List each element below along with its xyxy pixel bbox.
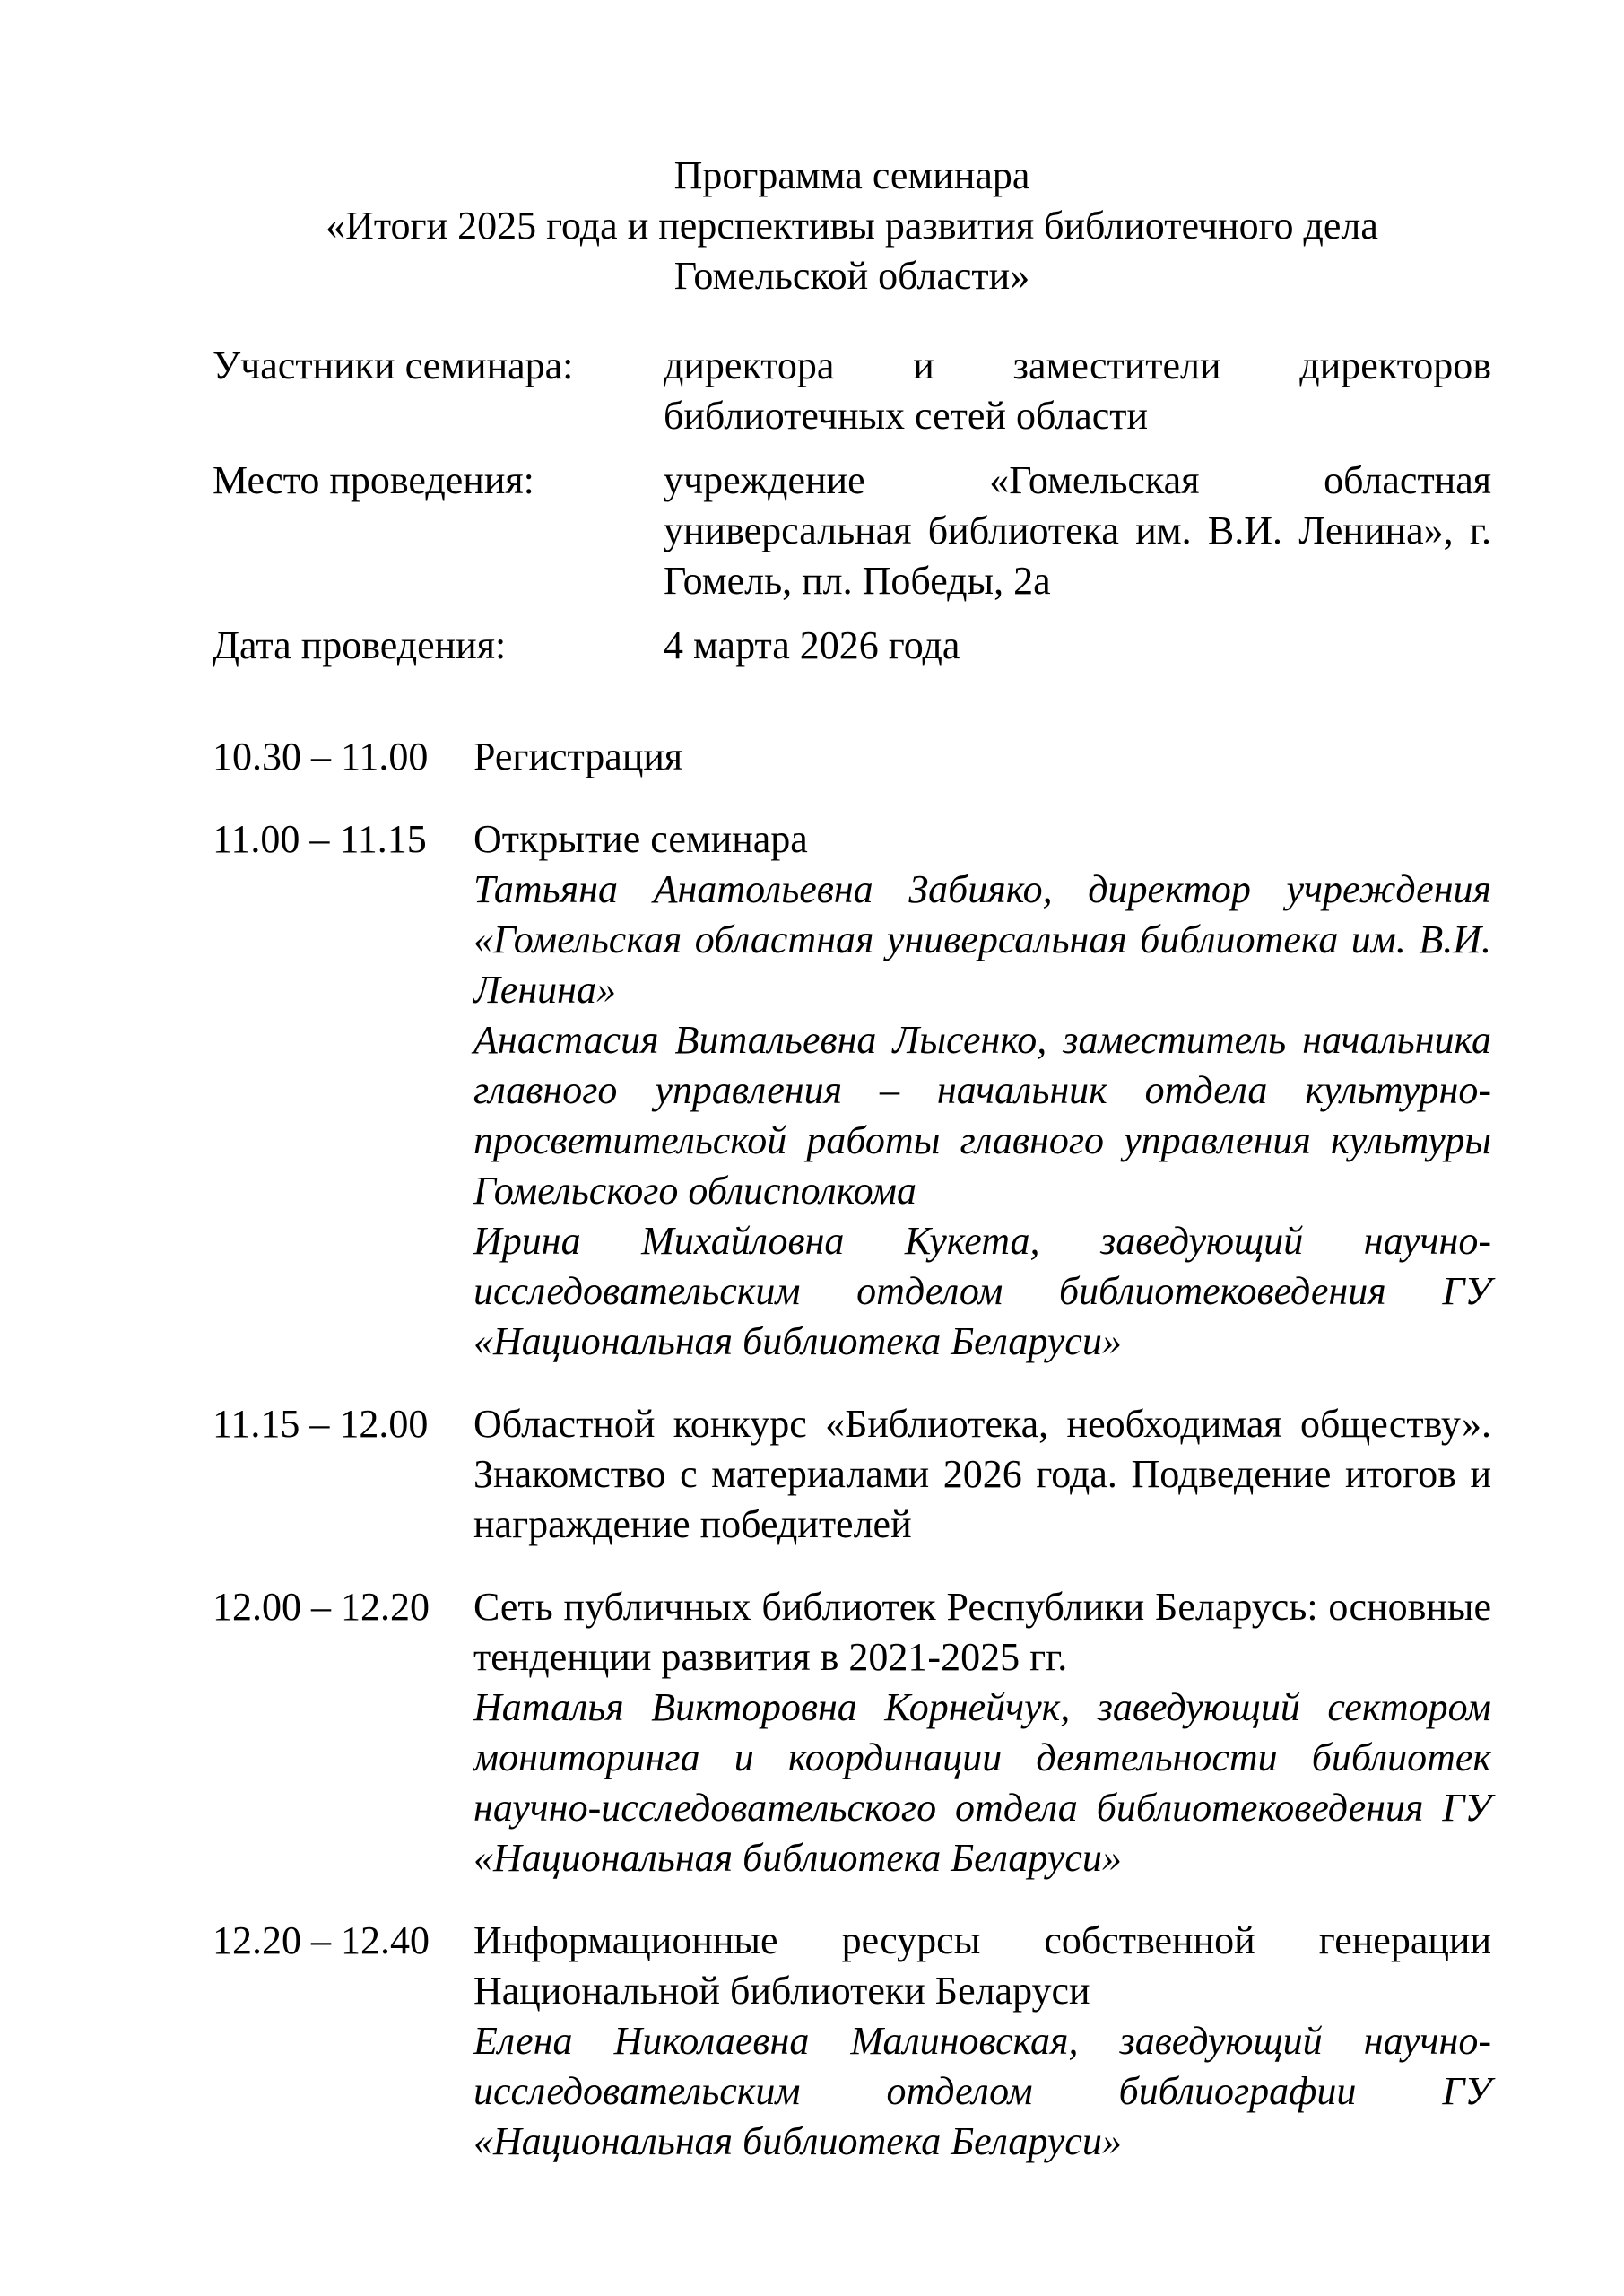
speaker: Ирина Михайловна Кукета, заведующий научно-исследовательским отделом библиотековедения ГУ «Национальная библиотека Беларуси» (473, 1219, 1491, 1363)
info-row-participants (213, 341, 1491, 441)
seminar-info (213, 341, 1491, 671)
participants-label: Участники семинара: (213, 344, 574, 387)
schedule-row-resources (213, 1916, 1491, 2167)
topic: Информационные ресурсы собственной генерации Национальной библиотеки Беларуси (473, 1918, 1491, 2013)
schedule-row-network (213, 1582, 1491, 1883)
speaker: Анастасия Витальевна Лысенко, заместитель начальника главного управления – начальник отдела культурно-просветительской работы главного управления культуры Гомельского облисполкома (473, 1018, 1491, 1213)
date-value: 4 марта 2026 года (664, 623, 960, 667)
schedule-item-body (473, 1582, 1491, 1883)
time-slot: 11.00 – 11.15 (213, 817, 427, 861)
time-slot: 11.15 – 12.00 (213, 1402, 429, 1446)
speaker: Наталья Викторовна Корнейчук, заведующий сектором мониторинга и координации деятельности библиотек научно-исследовательского отдела библиотековедения ГУ «Национальная библиотека Беларуси» (473, 1685, 1491, 1880)
schedule-item-body (473, 1399, 1491, 1550)
topic: Областной конкурс «Библиотека, необходимая обществу». Знакомство с материалами 2026 года. Подведение итогов и награждение победителей (473, 1402, 1491, 1546)
topic: Сеть публичных библиотек Республики Беларусь: основные тенденции развития в 2021-2025 гг. (473, 1585, 1491, 1679)
venue-value: учреждение «Гомельская областная универсальная библиотека им. В.И. Ленина», г. Гомель, пл. Победы, 2а (664, 458, 1491, 603)
title-line-1: Программа семинара (673, 153, 1030, 197)
schedule (213, 732, 1491, 2167)
document-title (213, 151, 1491, 301)
participants-value: директора и заместители директоров библиотечных сетей области (664, 344, 1491, 438)
time-slot: 12.20 – 12.40 (213, 1918, 430, 1962)
schedule-row-opening (213, 814, 1491, 1367)
schedule-row-registration (213, 732, 1491, 782)
speaker: Татьяна Анатольевна Забияко, директор учреждения «Гомельская областная универсальная библиотека им. В.И. Ленина» (473, 867, 1491, 1012)
topic: Открытие семинара (473, 817, 808, 861)
speaker: Елена Николаевна Малиновская, заведующий научно-исследовательским отделом библиографии ГУ «Национальная библиотека Беларуси» (473, 2019, 1491, 2163)
time-slot: 12.00 – 12.20 (213, 1585, 430, 1629)
time-slot: 10.30 – 11.00 (213, 735, 429, 778)
title-line-3: Гомельской области» (673, 254, 1030, 298)
schedule-item-body (473, 814, 1491, 1367)
title-line-2: «Итоги 2025 года и перспективы развития библиотечного дела (326, 204, 1378, 248)
schedule-item-body (473, 1916, 1491, 2167)
schedule-row-contest (213, 1399, 1491, 1550)
topic: Регистрация (473, 735, 683, 778)
venue-label: Место проведения: (213, 458, 534, 502)
schedule-item-body (473, 732, 1491, 782)
date-label: Дата проведения: (213, 623, 507, 667)
info-row-date (213, 621, 1491, 671)
info-row-venue (213, 456, 1491, 606)
